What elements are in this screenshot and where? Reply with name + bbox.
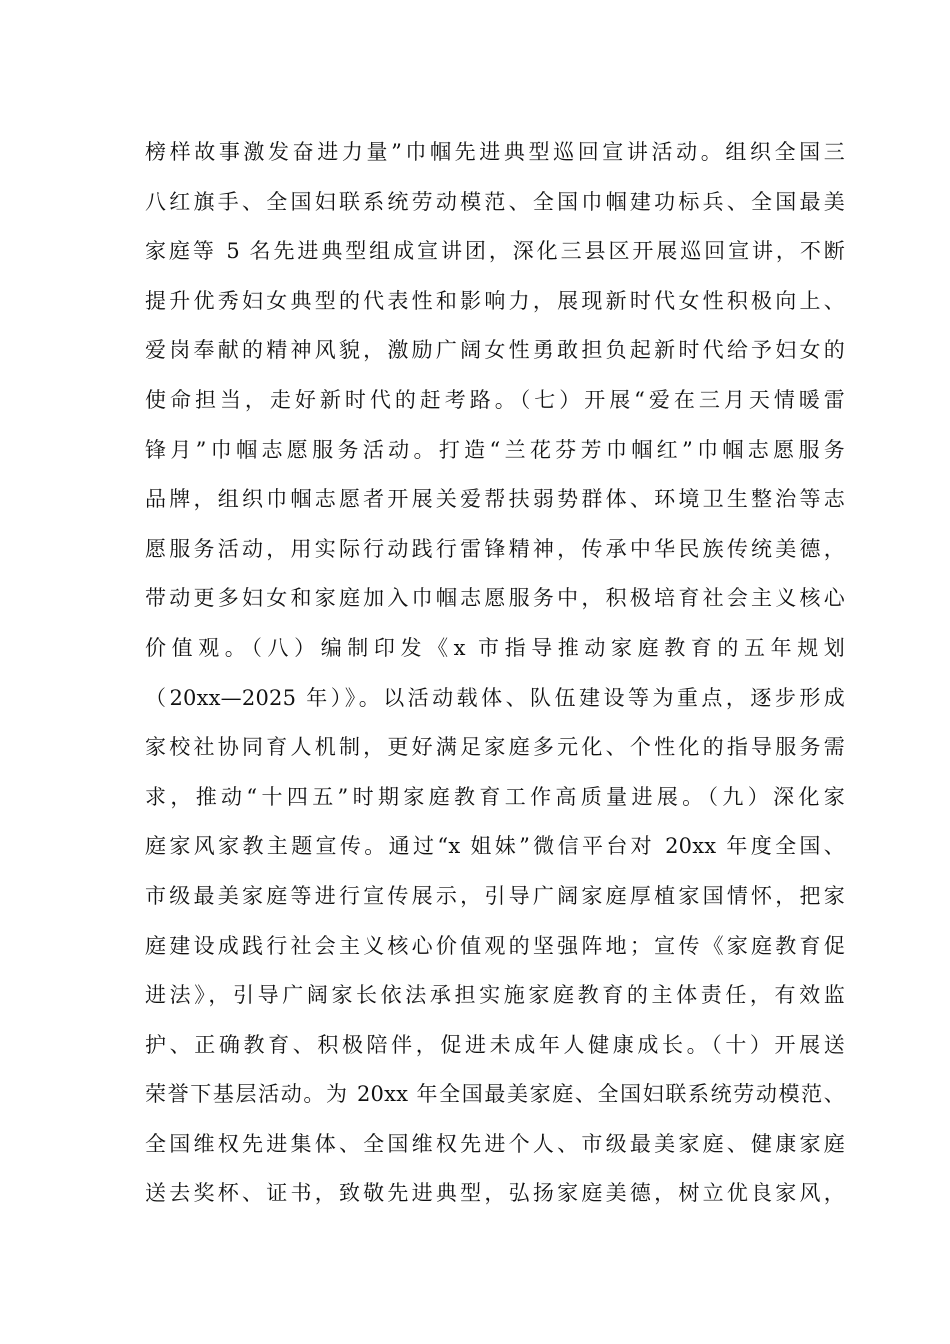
text-line: 品牌，组织巾帼志愿者开展关爱帮扶弱势群体、环境卫生整治等志 — [145, 487, 845, 512]
text-line: 提升优秀妇女典型的代表性和影响力，展现新时代女性积极向上、 — [145, 288, 845, 313]
text-line: 庭家风家教主题宣传。通过“x 姐妹”微信平台对 20xx 年度全国、 — [145, 834, 845, 859]
text-line: 送去奖杯、证书，致敬先进典型，弘扬家庭美德，树立优良家风， — [145, 1181, 845, 1206]
text-line: 爱岗奉献的精神风貌，激励广阔女性勇敢担负起新时代给予妇女的 — [145, 338, 845, 363]
text-line: 护、正确教育、积极陪伴，促进未成年人健康成长。（十）开展送 — [145, 1032, 845, 1057]
text-line: 求，推动“十四五”时期家庭教育工作高质量进展。（九）深化家 — [145, 784, 845, 809]
text-line: 锋月”巾帼志愿服务活动。打造“兰花芬芳巾帼红”巾帼志愿服务 — [145, 437, 845, 462]
text-line: 市级最美家庭等进行宣传展示，引导广阔家庭厚植家国情怀，把家 — [145, 883, 845, 908]
body-text — [145, 128, 845, 1219]
text-line: 庭建设成践行社会主义核心价值观的坚强阵地；宣传《家庭教育促 — [145, 933, 845, 958]
text-line: 全国维权先进集体、全国维权先进个人、市级最美家庭、健康家庭 — [145, 1131, 845, 1156]
text-line: 使命担当，走好新时代的赶考路。（七）开展“爱在三月天情暖雷 — [145, 387, 845, 412]
text-line: 家校社协同育人机制，更好满足家庭多元化、个性化的指导服务需 — [145, 735, 845, 760]
text-line: 荣誉下基层活动。为 20xx 年全国最美家庭、全国妇联系统劳动模范、 — [145, 1082, 845, 1107]
text-line: 价值观。（八）编制印发《x 市指导推动家庭教育的五年规划 — [145, 635, 845, 660]
text-line: 八红旗手、全国妇联系统劳动模范、全国巾帼建功标兵、全国最美 — [145, 189, 845, 214]
text-line: 进法》，引导广阔家长依法承担实施家庭教育的主体责任，有效监 — [145, 983, 845, 1008]
text-line: 家庭等 5 名先进典型组成宣讲团，深化三县区开展巡回宣讲，不断 — [145, 239, 845, 264]
text-line: （20xx—2025 年）》。以活动载体、队伍建设等为重点，逐步形成 — [145, 685, 845, 710]
text-line: 带动更多妇女和家庭加入巾帼志愿服务中，积极培育社会主义核心 — [145, 586, 845, 611]
text-line: 榜样故事激发奋进力量”巾帼先进典型巡回宣讲活动。组织全国三 — [145, 140, 845, 164]
text-line: 愿服务活动，用实际行动践行雷锋精神，传承中华民族传统美德， — [145, 536, 845, 561]
